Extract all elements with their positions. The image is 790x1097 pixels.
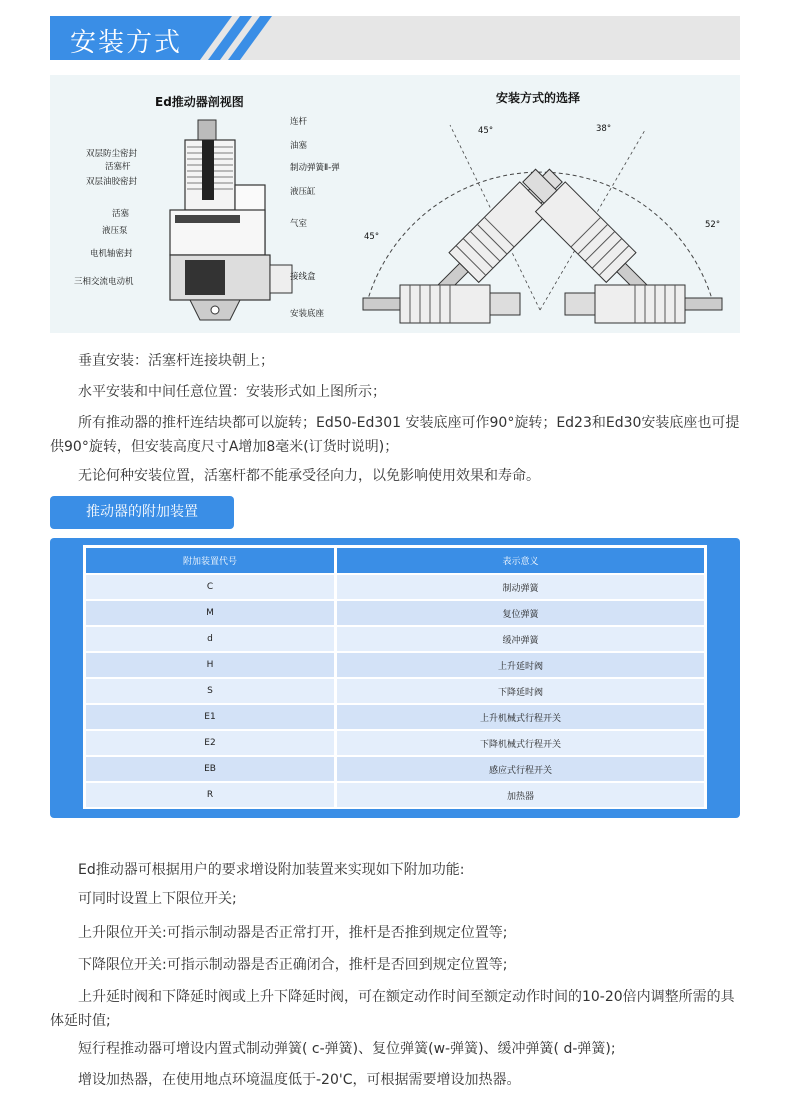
angle-label-2: 38° — [596, 124, 612, 134]
accessories-subheader: 推动器的附加装置 — [50, 496, 234, 529]
table-header-row — [86, 548, 704, 573]
table-row — [86, 651, 704, 677]
header-stripes-decoration — [200, 16, 320, 60]
label-pump: 液压泵 — [102, 226, 128, 236]
angle-label-3: 45° — [364, 232, 380, 242]
label-cylinder: 液压缸 — [290, 187, 316, 197]
label-link: 连杆 — [290, 117, 308, 127]
section-header-block — [50, 16, 200, 60]
cutaway-title: Ed推动器剖视图 — [155, 95, 244, 109]
paragraph: 增设加热器，在使用地点环境温度低于-20'C，可根据需要增设加热器。 — [78, 1072, 521, 1088]
label-brake-spring: 制动弹簧Ⅱ-弹 — [290, 163, 340, 173]
label-junction-box: 接线盒 — [290, 272, 316, 282]
accessories-table — [86, 548, 704, 807]
col-header-code: 附加装置代号 — [86, 548, 337, 573]
table-row — [86, 781, 704, 807]
cell-meaning: 加热器 — [337, 781, 704, 807]
paragraph: 所有推动器的推杆连结块都可以旋转；Ed50-Ed301 安装底座可作90°旋转；Ed23和Ed30安装底座也可提供90°旋转，但安装高度尺寸A增加8毫米(订货时说明)； — [50, 415, 740, 455]
cell-code: M — [86, 599, 337, 625]
accessories-table-frame — [83, 545, 707, 809]
paragraph: 上升限位开关:可指示制动器是否正常打开，推杆是否推到规定位置等; — [78, 925, 508, 941]
cell-meaning: 下降延时阀 — [337, 677, 704, 703]
angle-label-1: 45° — [478, 126, 494, 136]
cell-meaning: 缓冲弹簧 — [337, 625, 704, 651]
angle-label-4: 52° — [705, 220, 721, 230]
cell-code: EB — [86, 755, 337, 781]
cell-meaning: 制动弹簧 — [337, 573, 704, 599]
mounting-title: 安装方式的选择 — [496, 91, 581, 105]
paragraph: 短行程推动器可增设内置式制动弹簧( c-弹簧)、复位弹簧(w-弹簧)、缓冲弹簧( d-弹簧); — [78, 1041, 616, 1057]
cell-code: S — [86, 677, 337, 703]
cell-code: d — [86, 625, 337, 651]
table-row — [86, 599, 704, 625]
installation-figure — [50, 75, 740, 333]
table-row — [86, 703, 704, 729]
cell-meaning: 上升延时阀 — [337, 651, 704, 677]
label-shaft-seal: 电机轴密封 — [90, 249, 133, 259]
cell-meaning: 复位弹簧 — [337, 599, 704, 625]
cell-code: H — [86, 651, 337, 677]
paragraph: 无论何种安装位置，活塞杆都不能承受径向力，以免影响使用效果和寿命。 — [78, 468, 540, 484]
cutaway-drawing — [150, 115, 310, 330]
label-base: 安装底座 — [290, 309, 325, 319]
section-header — [50, 16, 740, 60]
paragraph: 垂直安装：活塞杆连接块朝上； — [78, 353, 274, 369]
col-header-meaning: 表示意义 — [337, 548, 704, 573]
cell-code: R — [86, 781, 337, 807]
cell-meaning: 上升机械式行程开关 — [337, 703, 704, 729]
cell-meaning: 感应式行程开关 — [337, 755, 704, 781]
label-dust-seal: 双层防尘密封 — [86, 149, 138, 159]
paragraph: 可同时设置上下限位开关; — [78, 891, 237, 907]
table-row — [86, 755, 704, 781]
table-row — [86, 625, 704, 651]
accessories-table-panel — [50, 538, 740, 818]
cell-code: C — [86, 573, 337, 599]
mounting-drawing — [355, 115, 730, 325]
paragraph: 下降限位开关:可指示制动器是否正确闭合，推杆是否回到规定位置等; — [78, 957, 508, 973]
table-row — [86, 573, 704, 599]
label-piston-rod: 活塞杆 — [105, 162, 131, 172]
section-title: 安装方式 — [70, 28, 183, 58]
paragraph: 上升延时阀和下降延时阀或上升下降延时阀，可在额定动作时间至额定动作时间的10-20倍内调整所需的具体延时值; — [50, 989, 735, 1029]
paragraph: 水平安装和中间任意位置：安装形式如上图所示； — [78, 384, 386, 400]
label-motor: 三相交流电动机 — [74, 277, 134, 287]
label-piston: 活塞 — [112, 209, 130, 219]
cell-code: E2 — [86, 729, 337, 755]
table-row — [86, 729, 704, 755]
cell-code: E1 — [86, 703, 337, 729]
cell-meaning: 下降机械式行程开关 — [337, 729, 704, 755]
table-row — [86, 677, 704, 703]
label-air-chamber: 气室 — [290, 219, 308, 229]
label-oil-seal: 双层油胶密封 — [86, 177, 138, 187]
label-oil-plug: 油塞 — [290, 141, 308, 151]
paragraph: Ed推动器可根据用户的要求增设附加装置来实现如下附加功能: — [78, 862, 465, 878]
